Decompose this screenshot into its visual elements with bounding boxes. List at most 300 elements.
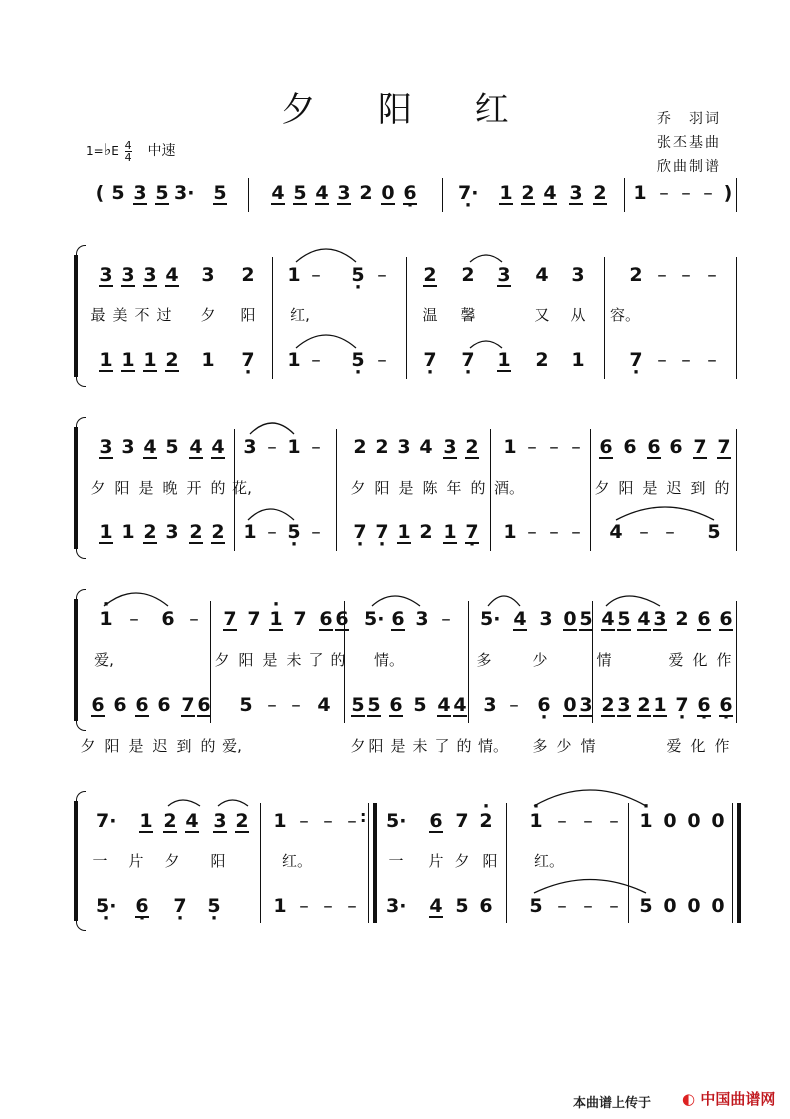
- note: 0: [687, 810, 701, 832]
- sustain-dash: –: [311, 264, 321, 286]
- note: 1: [633, 182, 647, 204]
- sustain-dash: –: [681, 264, 691, 286]
- note: 4: [450, 690, 470, 720]
- lyric-syllable: 阳: [104, 737, 120, 755]
- note: 4: [162, 260, 182, 290]
- lyric-syllable: 化: [690, 737, 706, 755]
- note: · 6: [534, 690, 554, 720]
- note: 2: [208, 517, 228, 547]
- sustain-dash: –: [189, 608, 199, 630]
- note: 3·: [174, 182, 195, 204]
- note: 2: [535, 349, 549, 371]
- sustain-dash: –: [665, 521, 675, 543]
- lyric-syllable: 是: [138, 479, 154, 497]
- lyric-syllable: 的: [330, 651, 346, 669]
- note: 4: [140, 432, 160, 462]
- note: · 7: [420, 345, 440, 375]
- lyric-syllable: 阳: [240, 306, 256, 324]
- note: 6: [113, 694, 127, 716]
- note: 4: [540, 178, 560, 208]
- slur: [534, 790, 646, 806]
- note: 4: [312, 178, 332, 208]
- note: 3: [494, 260, 514, 290]
- note: 3: [483, 694, 497, 716]
- note: · 7: [458, 345, 478, 375]
- lyric-syllable: 夕: [80, 737, 96, 755]
- note: 2: [241, 264, 255, 286]
- sustain-dash: –: [509, 694, 519, 716]
- sustain-dash: –: [323, 895, 333, 917]
- note: 3: [140, 260, 160, 290]
- lyric-syllable: 夕: [164, 852, 180, 870]
- note: 4: [317, 694, 331, 716]
- note: 2: [419, 521, 433, 543]
- lyric-syllable: 片: [128, 852, 144, 870]
- lyric-syllable: 夕: [594, 479, 610, 497]
- lyric-syllable: 红,: [290, 306, 310, 324]
- note: 7: [178, 690, 198, 720]
- note: · 5: [204, 891, 224, 921]
- note: 3: [165, 521, 179, 543]
- note: 4: [419, 436, 433, 458]
- slur: [534, 880, 646, 894]
- lyric-syllable: 酒。: [494, 479, 525, 497]
- lyric-syllable: 爱: [666, 737, 682, 755]
- note: 4: [186, 432, 206, 462]
- note: · 2: [476, 806, 496, 836]
- sustain-dash: –: [707, 264, 717, 286]
- note: 3: [397, 436, 411, 458]
- note: 0: [711, 810, 725, 832]
- note: 3: [576, 690, 596, 720]
- lyric-syllable: 了: [434, 737, 450, 755]
- sustain-dash: –: [323, 810, 333, 832]
- lyric-syllable: 夕: [350, 737, 366, 755]
- note: 3: [440, 432, 460, 462]
- note: 6: [132, 690, 152, 720]
- flat-sign: ♭: [103, 140, 112, 159]
- note: 4: [208, 432, 228, 462]
- note: 1: [121, 521, 135, 543]
- note: 5: [413, 694, 427, 716]
- time-bottom: 4: [124, 151, 132, 164]
- note: · 1: [636, 806, 656, 836]
- note: 4: [268, 178, 288, 208]
- note: · 7: [626, 345, 646, 375]
- transcriber-credit: 欣曲制谱: [657, 159, 721, 175]
- slur: [296, 335, 356, 348]
- site-name: 中国曲谱网: [700, 1090, 776, 1108]
- note: 1: [287, 264, 301, 286]
- note: 6: [194, 690, 214, 720]
- sustain-dash: –: [681, 349, 691, 371]
- slur: [488, 596, 520, 606]
- lyric-syllable: 情: [580, 737, 596, 755]
- lyric-syllable: 的: [714, 479, 730, 497]
- note: 6: [157, 694, 171, 716]
- slur: [104, 593, 168, 606]
- note: 1: [96, 345, 116, 375]
- note: 2: [598, 690, 618, 720]
- lyric-syllable: 是: [262, 651, 278, 669]
- sustain-dash: –: [583, 810, 593, 832]
- lyric-syllable: 红。: [282, 852, 313, 870]
- note: 2: [140, 517, 160, 547]
- sustain-dash: –: [311, 436, 321, 458]
- sustain-dash: –: [549, 436, 559, 458]
- sustain-dash: –: [609, 895, 619, 917]
- lyric-syllable: 迟: [152, 737, 168, 755]
- note: 0: [378, 178, 398, 208]
- lyric-syllable: 是: [398, 479, 414, 497]
- note: 2: [462, 432, 482, 462]
- sustain-dash: –: [657, 349, 667, 371]
- note: 1: [503, 521, 517, 543]
- sustain-dash: –: [299, 810, 309, 832]
- sustain-dash: –: [609, 810, 619, 832]
- note: 5: [152, 178, 172, 208]
- lyric-syllable: 是: [642, 479, 658, 497]
- note: 4: [609, 521, 623, 543]
- note: 1: [496, 178, 516, 208]
- note: · 6: [716, 690, 736, 720]
- note: 3: [96, 260, 116, 290]
- lyric-syllable: 阳: [618, 479, 634, 497]
- note: 0: [687, 895, 701, 917]
- lyric-syllable: 作: [716, 651, 732, 669]
- lyric-syllable: 陈: [422, 479, 438, 497]
- site-logo[interactable]: [682, 1088, 775, 1109]
- note: · 1: [266, 604, 286, 634]
- note: 5: [639, 895, 653, 917]
- lyric-syllable: 迟: [666, 479, 682, 497]
- note: 7: [293, 608, 307, 630]
- note: 6: [669, 436, 683, 458]
- sustain-dash: –: [659, 182, 669, 204]
- note: 2: [353, 436, 367, 458]
- note: 1: [96, 517, 116, 547]
- note: 2: [634, 690, 654, 720]
- note: 5: [707, 521, 721, 543]
- lyric-syllable: 晚: [162, 479, 178, 497]
- sustain-dash: –: [377, 264, 387, 286]
- lyric-syllable: 的: [470, 479, 486, 497]
- note: 5·: [364, 608, 385, 630]
- sustain-dash: –: [571, 436, 581, 458]
- sustain-dash: –: [311, 521, 321, 543]
- note: 0: [663, 810, 677, 832]
- note: 5: [576, 604, 596, 634]
- lyric-syllable: 作: [714, 737, 730, 755]
- lyric-syllable: 情: [596, 651, 612, 669]
- note: 0: [663, 895, 677, 917]
- note: 6: [316, 604, 336, 634]
- lyric-syllable: 夕: [454, 852, 470, 870]
- note: 6: [694, 604, 714, 634]
- note: 5: [165, 436, 179, 458]
- note: 5: [529, 895, 543, 917]
- note: 4: [182, 806, 202, 836]
- note: ): [723, 182, 733, 204]
- sustain-dash: –: [291, 694, 301, 716]
- sustain-dash: –: [129, 608, 139, 630]
- note: 1: [440, 517, 460, 547]
- sustain-dash: –: [267, 521, 277, 543]
- sustain-dash: –: [703, 182, 713, 204]
- sustain-dash: –: [557, 895, 567, 917]
- note: 6: [644, 432, 664, 462]
- note: 7: [455, 810, 469, 832]
- lyric-syllable: 过: [156, 306, 172, 324]
- lyric-syllable: 花,: [232, 479, 252, 497]
- lyric-syllable: 到: [176, 737, 192, 755]
- lyric-syllable: 少: [532, 651, 548, 669]
- note: 1: [118, 345, 138, 375]
- lyric-syllable: 多: [532, 737, 548, 755]
- note: · 7: [350, 517, 370, 547]
- note: 1: [273, 810, 287, 832]
- lyric-syllable: 少: [556, 737, 572, 755]
- note: · 5·: [96, 891, 116, 921]
- note: 3: [334, 178, 354, 208]
- lyric-syllable: 阳: [114, 479, 130, 497]
- slur: [168, 800, 200, 806]
- slur: [470, 341, 502, 348]
- lyric-syllable: 年: [446, 479, 462, 497]
- note: 5: [210, 178, 230, 208]
- lyric-syllable: 温: [422, 306, 438, 324]
- note: 3: [539, 608, 553, 630]
- lyric-syllable: 又: [534, 306, 550, 324]
- note: 2: [461, 264, 475, 286]
- song-title: 夕 阳 红: [281, 90, 535, 130]
- lyric-syllable: 情。: [374, 651, 405, 669]
- note: 1: [201, 349, 215, 371]
- lyric-syllable: 化: [692, 651, 708, 669]
- note: 7: [714, 432, 734, 462]
- note: 6: [386, 690, 406, 720]
- note: 3: [566, 178, 586, 208]
- note: 6: [479, 895, 493, 917]
- note: 1: [287, 349, 301, 371]
- note: 2: [162, 345, 182, 375]
- lyric-syllable: 是: [128, 737, 144, 755]
- note: 1: [140, 345, 160, 375]
- note: 2: [375, 436, 389, 458]
- note: 3: [650, 604, 670, 634]
- note: 4: [510, 604, 530, 634]
- note: 4: [598, 604, 618, 634]
- note: 0: [560, 690, 580, 720]
- note: 2: [232, 806, 252, 836]
- note: 1: [571, 349, 585, 371]
- note: 5·: [480, 608, 501, 630]
- note: · 6: [694, 690, 714, 720]
- sustain-dash: –: [527, 521, 537, 543]
- note: 3: [571, 264, 585, 286]
- note: · 5: [348, 345, 368, 375]
- note: 2: [186, 517, 206, 547]
- note: 6: [388, 604, 408, 634]
- sustain-dash: –: [267, 694, 277, 716]
- lyric-syllable: 不: [134, 306, 150, 324]
- sustain-dash: –: [299, 895, 309, 917]
- note: 3: [121, 436, 135, 458]
- note: 0: [560, 604, 580, 634]
- key-letter: E: [111, 144, 119, 158]
- lyric-syllable: 红。: [534, 852, 565, 870]
- note: 5: [614, 604, 634, 634]
- note: 5: [364, 690, 384, 720]
- slur: [616, 507, 714, 520]
- note: 3: [130, 178, 150, 208]
- note: 1: [494, 345, 514, 375]
- lyric-syllable: 夕: [214, 651, 230, 669]
- sustain-dash: –: [441, 608, 451, 630]
- lyric-syllable: 的: [200, 737, 216, 755]
- note: 0: [711, 895, 725, 917]
- composer-credit: 张丕基曲: [657, 135, 721, 151]
- note: 2: [420, 260, 440, 290]
- lyric-syllable: 未: [412, 737, 428, 755]
- lyric-syllable: 爱: [668, 651, 684, 669]
- sustain-dash: –: [549, 521, 559, 543]
- lyric-syllable: 未: [286, 651, 302, 669]
- note: 2: [629, 264, 643, 286]
- lyric-syllable: 从: [570, 306, 586, 324]
- slur: [248, 509, 294, 520]
- lyric-syllable: 多: [476, 651, 492, 669]
- lyric-syllable: 片: [428, 852, 444, 870]
- note: · 7·: [458, 178, 478, 208]
- sustain-dash: –: [681, 182, 691, 204]
- lyric-syllable: 美: [112, 306, 128, 324]
- note: · 7: [672, 690, 692, 720]
- note: 5: [290, 178, 310, 208]
- sustain-dash: –: [571, 521, 581, 543]
- note: 6: [716, 604, 736, 634]
- sustain-dash: –: [377, 349, 387, 371]
- note: 2: [518, 178, 538, 208]
- lyric-syllable: 爱,: [222, 737, 242, 755]
- slur: [218, 800, 248, 806]
- slur: [470, 255, 502, 262]
- note: 5: [111, 182, 125, 204]
- lyric-syllable: 的: [210, 479, 226, 497]
- lyric-syllable: 到: [690, 479, 706, 497]
- note: · 7: [238, 345, 258, 375]
- note: 1: [650, 690, 670, 720]
- lyric-syllable: 容。: [610, 306, 641, 324]
- note: 7·: [96, 810, 117, 832]
- sustain-dash: –: [267, 436, 277, 458]
- slur: [606, 596, 660, 606]
- note: · 1: [96, 604, 116, 634]
- note: 6: [88, 690, 108, 720]
- note: 2: [675, 608, 689, 630]
- note: 7: [220, 604, 240, 634]
- note: 3·: [386, 895, 407, 917]
- note: · 6: [132, 891, 152, 921]
- upload-note: 本曲谱上传于: [573, 1096, 652, 1111]
- sustain-dash: –: [347, 810, 357, 832]
- note: 3: [201, 264, 215, 286]
- lyric-syllable: 是: [390, 737, 406, 755]
- sustain-dash: –: [657, 264, 667, 286]
- lyric-syllable: 阳: [482, 852, 498, 870]
- note: 3: [614, 690, 634, 720]
- sustain-dash: –: [639, 521, 649, 543]
- note: 6: [332, 604, 352, 634]
- note: · 5: [284, 517, 304, 547]
- note: 1: [287, 436, 301, 458]
- sustain-dash: –: [347, 895, 357, 917]
- note: 5: [455, 895, 469, 917]
- note: 6: [596, 432, 616, 462]
- tempo-marking: 中速: [147, 143, 176, 159]
- sustain-dash: –: [527, 436, 537, 458]
- note: 2: [359, 182, 373, 204]
- lyric-syllable: 一: [388, 852, 404, 870]
- note: 2: [160, 806, 180, 836]
- lyric-syllable: 夕: [350, 479, 366, 497]
- lyric-syllable: 阳: [210, 852, 226, 870]
- lyric-syllable: 夕: [200, 306, 216, 324]
- lyric-syllable: 阳: [368, 737, 384, 755]
- lyric-syllable: 的: [456, 737, 472, 755]
- note: 4: [434, 690, 454, 720]
- lyric-syllable: 了: [308, 651, 324, 669]
- sustain-dash: –: [707, 349, 717, 371]
- lyric-syllable: 夕: [90, 479, 106, 497]
- sustain-dash: –: [311, 349, 321, 371]
- note: 3: [118, 260, 138, 290]
- note: 5: [348, 690, 368, 720]
- note: 3: [415, 608, 429, 630]
- note: 4: [535, 264, 549, 286]
- note: · 7: [462, 517, 482, 547]
- note: 4: [634, 604, 654, 634]
- note: 3: [243, 436, 257, 458]
- note: 1: [273, 895, 287, 917]
- sustain-dash: –: [557, 810, 567, 832]
- note: · 7: [372, 517, 392, 547]
- lyric-syllable: 一: [92, 852, 108, 870]
- lyricist-credit: 乔 羽词: [657, 111, 721, 127]
- note: 6: [623, 436, 637, 458]
- note: 3: [96, 432, 116, 462]
- time-top: 4: [124, 139, 132, 152]
- note: · 7: [170, 891, 190, 921]
- note: 6: [426, 806, 446, 836]
- note: (: [95, 182, 105, 204]
- note: 7: [690, 432, 710, 462]
- note: 1: [394, 517, 414, 547]
- note: · 5: [348, 260, 368, 290]
- slur: [296, 249, 356, 262]
- note: 5·: [386, 810, 407, 832]
- note: 4: [426, 891, 446, 921]
- note: 1: [503, 436, 517, 458]
- lyric-syllable: 阳: [374, 479, 390, 497]
- note: 1: [136, 806, 156, 836]
- note: 3: [210, 806, 230, 836]
- lyric-syllable: 馨: [460, 306, 476, 324]
- lyric-syllable: 情。: [478, 737, 509, 755]
- key-prefix: 1=: [86, 144, 104, 158]
- logo-icon: ◐: [682, 1090, 696, 1108]
- lyric-syllable: 开: [186, 479, 202, 497]
